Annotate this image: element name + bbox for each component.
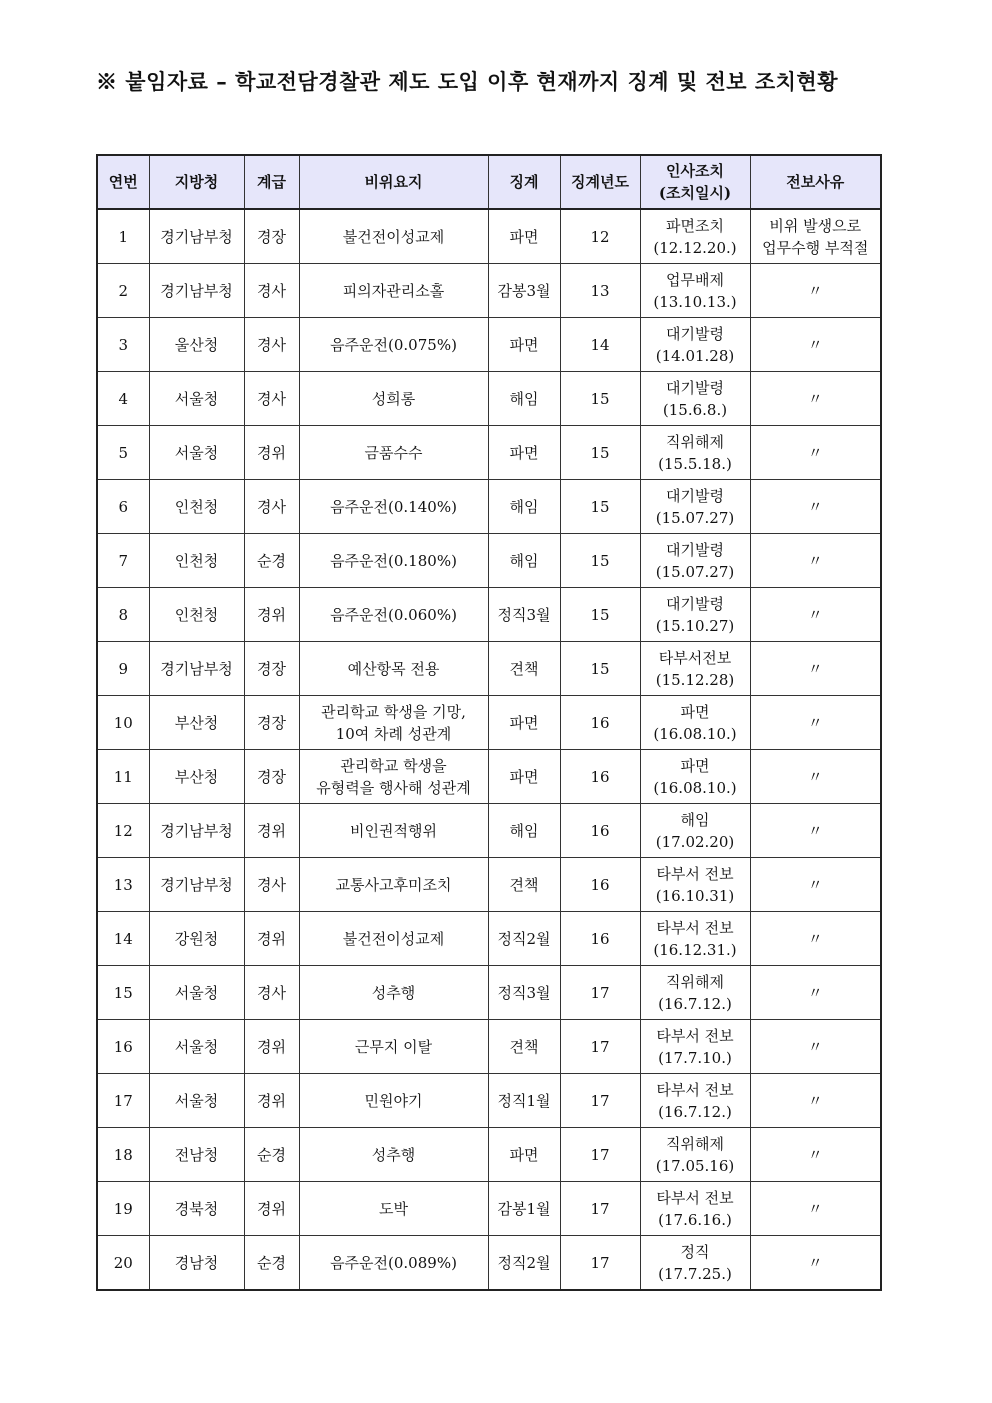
table-row bbox=[97, 372, 881, 426]
row-discipline-cell: 감봉1월 bbox=[488, 1182, 560, 1236]
row-summary-cell: 음주운전(0.089%) bbox=[299, 1236, 488, 1291]
table-row bbox=[97, 858, 881, 912]
header-row bbox=[97, 155, 881, 209]
row-rank-cell: 순경 bbox=[244, 534, 299, 588]
row-action-cell: 대기발령 (15.6.8.) bbox=[640, 372, 750, 426]
row-agency-cell: 강원청 bbox=[149, 912, 244, 966]
row-reason-cell: 〃 bbox=[750, 1236, 881, 1291]
row-discipline-cell: 파면 bbox=[488, 426, 560, 480]
row-reason-cell: 〃 bbox=[750, 480, 881, 534]
table-row bbox=[97, 318, 881, 372]
row-rank-cell: 경장 bbox=[244, 750, 299, 804]
row-no-cell: 18 bbox=[97, 1128, 149, 1182]
row-discipline-cell: 감봉3월 bbox=[488, 264, 560, 318]
row-rank-cell: 경사 bbox=[244, 858, 299, 912]
row-rank-cell: 순경 bbox=[244, 1128, 299, 1182]
row-no-cell: 7 bbox=[97, 534, 149, 588]
row-agency-cell: 서울청 bbox=[149, 966, 244, 1020]
row-reason-cell: 〃 bbox=[750, 1074, 881, 1128]
row-year-cell: 15 bbox=[560, 588, 640, 642]
row-agency-cell: 경기남부청 bbox=[149, 264, 244, 318]
table-row bbox=[97, 480, 881, 534]
row-summary-cell: 도박 bbox=[299, 1182, 488, 1236]
row-no-cell: 9 bbox=[97, 642, 149, 696]
row-action-cell: 타부서 전보 (17.7.10.) bbox=[640, 1020, 750, 1074]
row-reason-cell: 〃 bbox=[750, 426, 881, 480]
row-rank-cell: 순경 bbox=[244, 1236, 299, 1291]
document-title: ※ 붙임자료 – 학교전담경찰관 제도 도입 이후 현재까지 징계 및 전보 조치현황 bbox=[96, 69, 838, 94]
row-year-cell: 17 bbox=[560, 1182, 640, 1236]
row-discipline-cell: 정직2월 bbox=[488, 912, 560, 966]
row-discipline-cell: 파면 bbox=[488, 318, 560, 372]
row-rank-cell: 경위 bbox=[244, 912, 299, 966]
row-year-cell: 15 bbox=[560, 426, 640, 480]
row-no-cell: 2 bbox=[97, 264, 149, 318]
row-reason-cell: 〃 bbox=[750, 318, 881, 372]
row-action-cell: 타부서전보 (15.12.28) bbox=[640, 642, 750, 696]
row-year-cell: 15 bbox=[560, 642, 640, 696]
row-year-cell: 16 bbox=[560, 912, 640, 966]
row-summary-cell: 음주운전(0.060%) bbox=[299, 588, 488, 642]
row-agency-cell: 울산청 bbox=[149, 318, 244, 372]
row-action-cell: 파면조치 (12.12.20.) bbox=[640, 209, 750, 264]
row-no-cell: 11 bbox=[97, 750, 149, 804]
row-no-cell: 5 bbox=[97, 426, 149, 480]
row-action-cell: 직위해제 (17.05.16) bbox=[640, 1128, 750, 1182]
row-agency-cell: 경기남부청 bbox=[149, 642, 244, 696]
header-action: 인사조치 (조치일시) bbox=[640, 155, 750, 209]
row-agency-cell: 부산청 bbox=[149, 696, 244, 750]
row-summary-cell: 금품수수 bbox=[299, 426, 488, 480]
row-reason-cell: 〃 bbox=[750, 264, 881, 318]
row-rank-cell: 경위 bbox=[244, 1182, 299, 1236]
row-action-cell: 타부서 전보 (16.12.31.) bbox=[640, 912, 750, 966]
row-rank-cell: 경사 bbox=[244, 480, 299, 534]
row-no-cell: 17 bbox=[97, 1074, 149, 1128]
row-year-cell: 16 bbox=[560, 858, 640, 912]
row-discipline-cell: 해임 bbox=[488, 372, 560, 426]
row-agency-cell: 경기남부청 bbox=[149, 804, 244, 858]
table-row bbox=[97, 696, 881, 750]
header-year: 징계년도 bbox=[560, 155, 640, 209]
row-discipline-cell: 파면 bbox=[488, 750, 560, 804]
row-action-cell: 대기발령 (15.10.27) bbox=[640, 588, 750, 642]
row-discipline-cell: 파면 bbox=[488, 209, 560, 264]
row-summary-cell: 음주운전(0.075%) bbox=[299, 318, 488, 372]
row-rank-cell: 경장 bbox=[244, 209, 299, 264]
table-row bbox=[97, 264, 881, 318]
row-summary-cell: 성희롱 bbox=[299, 372, 488, 426]
table-row bbox=[97, 1128, 881, 1182]
row-summary-cell: 교통사고후미조치 bbox=[299, 858, 488, 912]
row-reason-cell: 비위 발생으로 업무수행 부적절 bbox=[750, 209, 881, 264]
row-year-cell: 17 bbox=[560, 1128, 640, 1182]
table-row bbox=[97, 912, 881, 966]
row-summary-cell: 불건전이성교제 bbox=[299, 209, 488, 264]
row-discipline-cell: 견책 bbox=[488, 1020, 560, 1074]
row-summary-cell: 비인권적행위 bbox=[299, 804, 488, 858]
row-action-cell: 파면 (16.08.10.) bbox=[640, 696, 750, 750]
row-year-cell: 17 bbox=[560, 1236, 640, 1291]
table-row bbox=[97, 1074, 881, 1128]
row-agency-cell: 서울청 bbox=[149, 372, 244, 426]
table-row bbox=[97, 588, 881, 642]
row-agency-cell: 경기남부청 bbox=[149, 858, 244, 912]
row-rank-cell: 경장 bbox=[244, 696, 299, 750]
table-row bbox=[97, 1236, 881, 1291]
table-body bbox=[97, 209, 881, 1290]
row-summary-cell: 예산항목 전용 bbox=[299, 642, 488, 696]
row-discipline-cell: 해임 bbox=[488, 480, 560, 534]
row-agency-cell: 인천청 bbox=[149, 480, 244, 534]
row-action-cell: 직위해제 (15.5.18.) bbox=[640, 426, 750, 480]
row-rank-cell: 경장 bbox=[244, 642, 299, 696]
row-discipline-cell: 정직3월 bbox=[488, 966, 560, 1020]
row-summary-cell: 피의자관리소홀 bbox=[299, 264, 488, 318]
row-discipline-cell: 해임 bbox=[488, 804, 560, 858]
row-year-cell: 16 bbox=[560, 804, 640, 858]
row-reason-cell: 〃 bbox=[750, 1020, 881, 1074]
row-no-cell: 19 bbox=[97, 1182, 149, 1236]
row-year-cell: 13 bbox=[560, 264, 640, 318]
header-rank: 계급 bbox=[244, 155, 299, 209]
row-action-cell: 대기발령 (15.07.27) bbox=[640, 480, 750, 534]
row-summary-cell: 성추행 bbox=[299, 966, 488, 1020]
row-reason-cell: 〃 bbox=[750, 804, 881, 858]
row-discipline-cell: 파면 bbox=[488, 696, 560, 750]
row-rank-cell: 경사 bbox=[244, 966, 299, 1020]
row-year-cell: 15 bbox=[560, 480, 640, 534]
row-summary-cell: 민원야기 bbox=[299, 1074, 488, 1128]
row-no-cell: 8 bbox=[97, 588, 149, 642]
row-no-cell: 10 bbox=[97, 696, 149, 750]
row-year-cell: 14 bbox=[560, 318, 640, 372]
row-rank-cell: 경위 bbox=[244, 1020, 299, 1074]
row-year-cell: 15 bbox=[560, 534, 640, 588]
row-no-cell: 4 bbox=[97, 372, 149, 426]
row-agency-cell: 경기남부청 bbox=[149, 209, 244, 264]
table-row bbox=[97, 642, 881, 696]
row-rank-cell: 경위 bbox=[244, 426, 299, 480]
row-reason-cell: 〃 bbox=[750, 372, 881, 426]
row-agency-cell: 경남청 bbox=[149, 1236, 244, 1291]
row-reason-cell: 〃 bbox=[750, 642, 881, 696]
row-no-cell: 13 bbox=[97, 858, 149, 912]
row-no-cell: 20 bbox=[97, 1236, 149, 1291]
row-action-cell: 타부서 전보 (17.6.16.) bbox=[640, 1182, 750, 1236]
discipline-table bbox=[96, 154, 882, 1291]
row-action-cell: 직위해제 (16.7.12.) bbox=[640, 966, 750, 1020]
row-summary-cell: 성추행 bbox=[299, 1128, 488, 1182]
row-reason-cell: 〃 bbox=[750, 534, 881, 588]
header-reason: 전보사유 bbox=[750, 155, 881, 209]
row-rank-cell: 경위 bbox=[244, 1074, 299, 1128]
row-reason-cell: 〃 bbox=[750, 1182, 881, 1236]
row-rank-cell: 경사 bbox=[244, 372, 299, 426]
row-rank-cell: 경위 bbox=[244, 804, 299, 858]
row-reason-cell: 〃 bbox=[750, 912, 881, 966]
table-row bbox=[97, 804, 881, 858]
row-discipline-cell: 정직3월 bbox=[488, 588, 560, 642]
row-summary-cell: 관리학교 학생을 유형력을 행사해 성관계 bbox=[299, 750, 488, 804]
row-discipline-cell: 정직1월 bbox=[488, 1074, 560, 1128]
header-no: 연번 bbox=[97, 155, 149, 209]
row-action-cell: 파면 (16.08.10.) bbox=[640, 750, 750, 804]
row-year-cell: 12 bbox=[560, 209, 640, 264]
header-agency: 지방청 bbox=[149, 155, 244, 209]
row-year-cell: 17 bbox=[560, 1074, 640, 1128]
table-row bbox=[97, 534, 881, 588]
row-discipline-cell: 정직2월 bbox=[488, 1236, 560, 1291]
row-year-cell: 15 bbox=[560, 372, 640, 426]
row-summary-cell: 불건전이성교제 bbox=[299, 912, 488, 966]
header-discipline: 징계 bbox=[488, 155, 560, 209]
table-row bbox=[97, 750, 881, 804]
table-row bbox=[97, 966, 881, 1020]
row-reason-cell: 〃 bbox=[750, 858, 881, 912]
row-reason-cell: 〃 bbox=[750, 588, 881, 642]
row-discipline-cell: 파면 bbox=[488, 1128, 560, 1182]
row-no-cell: 3 bbox=[97, 318, 149, 372]
row-agency-cell: 인천청 bbox=[149, 588, 244, 642]
row-discipline-cell: 견책 bbox=[488, 858, 560, 912]
row-action-cell: 해임 (17.02.20) bbox=[640, 804, 750, 858]
row-action-cell: 대기발령 (14.01.28) bbox=[640, 318, 750, 372]
row-rank-cell: 경사 bbox=[244, 264, 299, 318]
row-reason-cell: 〃 bbox=[750, 966, 881, 1020]
row-agency-cell: 서울청 bbox=[149, 426, 244, 480]
row-reason-cell: 〃 bbox=[750, 750, 881, 804]
row-agency-cell: 서울청 bbox=[149, 1074, 244, 1128]
row-reason-cell: 〃 bbox=[750, 696, 881, 750]
table-row bbox=[97, 1020, 881, 1074]
row-reason-cell: 〃 bbox=[750, 1128, 881, 1182]
row-agency-cell: 전남청 bbox=[149, 1128, 244, 1182]
row-summary-cell: 음주운전(0.180%) bbox=[299, 534, 488, 588]
row-agency-cell: 인천청 bbox=[149, 534, 244, 588]
row-summary-cell: 음주운전(0.140%) bbox=[299, 480, 488, 534]
row-no-cell: 1 bbox=[97, 209, 149, 264]
row-agency-cell: 서울청 bbox=[149, 1020, 244, 1074]
row-agency-cell: 경북청 bbox=[149, 1182, 244, 1236]
row-action-cell: 타부서 전보 (16.10.31) bbox=[640, 858, 750, 912]
row-no-cell: 6 bbox=[97, 480, 149, 534]
table-row bbox=[97, 209, 881, 264]
row-year-cell: 17 bbox=[560, 1020, 640, 1074]
row-year-cell: 16 bbox=[560, 696, 640, 750]
row-action-cell: 타부서 전보 (16.7.12.) bbox=[640, 1074, 750, 1128]
row-no-cell: 14 bbox=[97, 912, 149, 966]
table-row bbox=[97, 1182, 881, 1236]
table-row bbox=[97, 426, 881, 480]
row-action-cell: 정직 (17.7.25.) bbox=[640, 1236, 750, 1291]
row-agency-cell: 부산청 bbox=[149, 750, 244, 804]
row-year-cell: 17 bbox=[560, 966, 640, 1020]
row-action-cell: 대기발령 (15.07.27) bbox=[640, 534, 750, 588]
row-summary-cell: 근무지 이탈 bbox=[299, 1020, 488, 1074]
row-no-cell: 12 bbox=[97, 804, 149, 858]
row-discipline-cell: 해임 bbox=[488, 534, 560, 588]
row-summary-cell: 관리학교 학생을 기망, 10여 차례 성관계 bbox=[299, 696, 488, 750]
row-action-cell: 업무배제 (13.10.13.) bbox=[640, 264, 750, 318]
row-no-cell: 15 bbox=[97, 966, 149, 1020]
row-rank-cell: 경위 bbox=[244, 588, 299, 642]
header-summary: 비위요지 bbox=[299, 155, 488, 209]
row-year-cell: 16 bbox=[560, 750, 640, 804]
row-rank-cell: 경사 bbox=[244, 318, 299, 372]
row-no-cell: 16 bbox=[97, 1020, 149, 1074]
row-discipline-cell: 견책 bbox=[488, 642, 560, 696]
